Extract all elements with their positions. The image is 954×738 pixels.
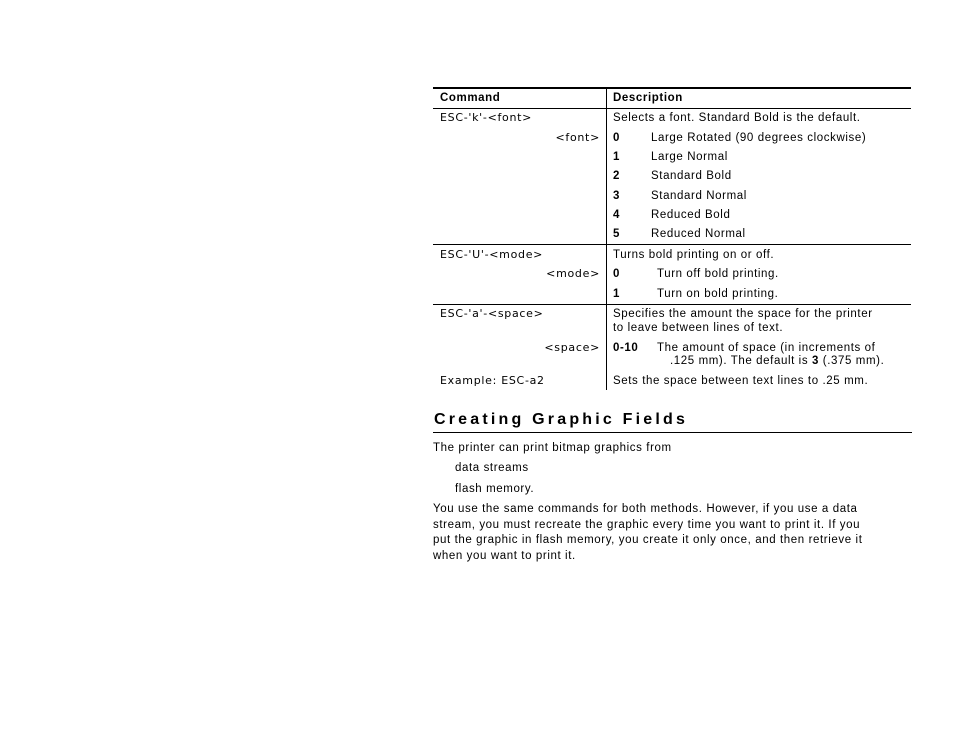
section-intro: The printer can print bitmap graphics from: [433, 442, 672, 454]
table-row-rule-1: [433, 244, 911, 245]
param-space: <space>: [544, 341, 600, 354]
bullet-item: data streams: [455, 462, 529, 474]
mode-option-text: Turn off bold printing.: [657, 268, 779, 280]
font-option-text: Large Normal: [651, 151, 728, 163]
font-option-code: 4: [613, 209, 620, 221]
space-option-code: 0-10: [613, 342, 639, 354]
example-label: Example: ESC-a2: [440, 374, 545, 387]
font-option-text: Standard Normal: [651, 190, 747, 202]
font-option-code: 1: [613, 151, 620, 163]
font-option-code: 5: [613, 228, 620, 240]
section-heading-rule: [433, 432, 912, 433]
body-line: stream, you must recreate the graphic every time you want to print it. If you: [433, 518, 861, 531]
font-option-code: 0: [613, 132, 620, 144]
font-option-text: Reduced Normal: [651, 228, 746, 240]
section-body-paragraph: [433, 502, 911, 564]
body-line: when you want to print it.: [433, 549, 576, 562]
param-font: <font>: [555, 131, 600, 144]
description-font: Selects a font. Standard Bold is the default.: [613, 112, 861, 124]
body-line: You use the same commands for both methods. However, if you use a data: [433, 503, 858, 515]
table-column-divider: [606, 88, 607, 390]
table-header-rule: [433, 108, 911, 109]
column-header-description: Description: [613, 92, 683, 104]
description-space-line1: Specifies the amount the space for the printer: [613, 308, 873, 320]
font-option-text: Reduced Bold: [651, 209, 731, 221]
description-space-line2: to leave between lines of text.: [613, 322, 784, 334]
param-mode: <mode>: [546, 267, 600, 280]
space-option-line2: .125 mm). The default is 3 (.375 mm).: [670, 355, 885, 367]
bullet-item: flash memory.: [455, 483, 535, 495]
font-option-code: 2: [613, 170, 620, 182]
font-option-code: 3: [613, 190, 620, 202]
mode-option-code: 0: [613, 268, 620, 280]
table-top-rule: [433, 87, 911, 89]
space-option-line1: The amount of space (in increments of: [657, 342, 876, 354]
mode-option-code: 1: [613, 288, 620, 300]
mode-option-text: Turn on bold printing.: [657, 288, 779, 300]
command-mode: ESC-'U'-<mode>: [440, 248, 544, 261]
section-heading: Creating Graphic Fields: [434, 411, 689, 428]
font-option-text: Large Rotated (90 degrees clockwise): [651, 132, 867, 144]
example-description: Sets the space between text lines to .25 mm.: [613, 375, 869, 387]
body-line: put the graphic in flash memory, you create it only once, and then retrieve it: [433, 534, 863, 546]
command-font: ESC-'k'-<font>: [440, 111, 533, 124]
description-mode: Turns bold printing on or off.: [613, 249, 775, 261]
command-space: ESC-'a'-<space>: [440, 307, 544, 320]
table-row-rule-2: [433, 304, 911, 305]
column-header-command: Command: [440, 92, 501, 104]
font-option-text: Standard Bold: [651, 170, 732, 182]
